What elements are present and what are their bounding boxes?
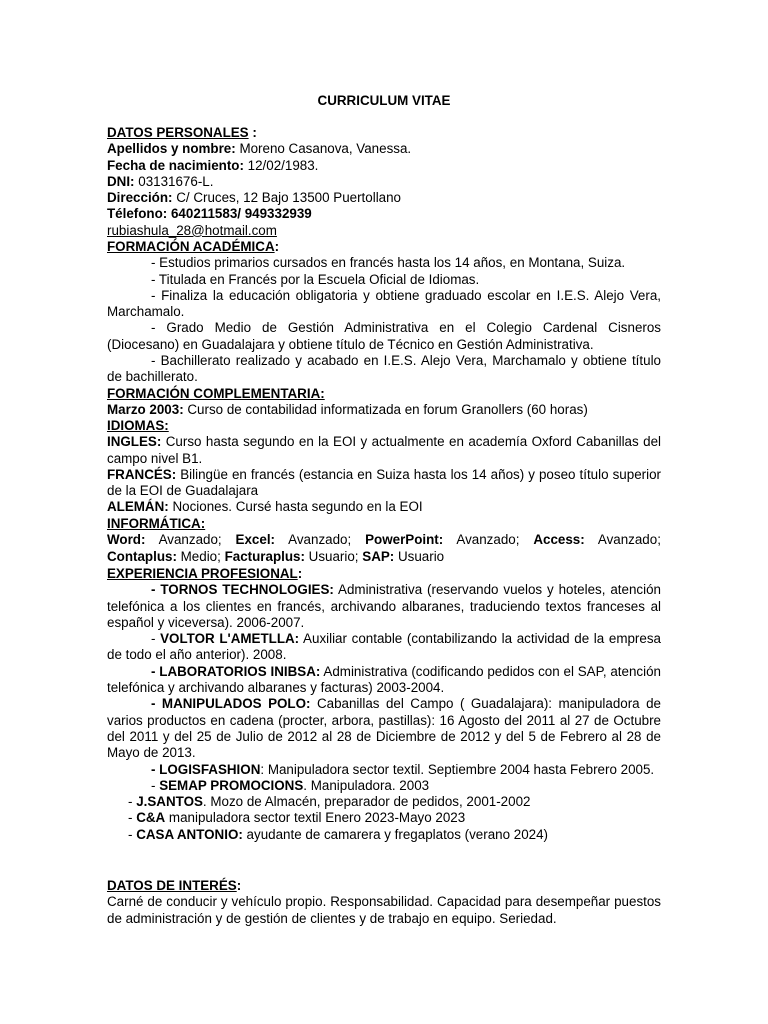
education-item: - Estudios primarios cursados en francés hasta los 14 años, en Montana, Suiza. — [151, 255, 626, 271]
interest-section — [107, 878, 661, 927]
languages-section — [107, 418, 661, 516]
education-item: - Titulada en Francés por la Escuela Oficial de Idiomas. — [151, 271, 480, 287]
job-logisfashion: - LOGISFASHION: Manipuladora sector textil. Septiembre 2004 hasta Febrero 2005. — [151, 761, 655, 777]
personal-data-section — [107, 125, 661, 239]
interest-heading: DATOS DE INTERÉS: — [107, 878, 242, 893]
complementary-section — [107, 386, 661, 419]
name-row: Apellidos y nombre: Moreno Casanova, Vanessa. — [107, 141, 412, 157]
computing-heading: INFORMÁTICA: — [107, 516, 206, 531]
address-row: Dirección: C/ Cruces, 12 Bajo 13500 Puertollano — [107, 190, 402, 206]
job-jsantos: - J.SANTOS. Mozo de Almacén, preparador de pedidos, 2001-2002 — [128, 794, 531, 810]
education-item: - Grado Medio de Gestión Administrativa en el Colegio Cardenal Cisneros (Diocesano) en Guadalajara y obtiene título de Técnico en Gestión Administrativa. — [107, 320, 661, 352]
language-french: FRANCÉS: Bilingüe en francés (estancia en Suiza hasta los 14 años) y poseo título superior de la EOI de Guadalajara — [107, 466, 661, 499]
email-row — [107, 223, 661, 239]
experience-heading: EXPERIENCIA PROFESIONAL: — [107, 566, 303, 581]
job-inibsa: - LABORATORIOS INIBSA: Administrativa (codificando pedidos con el SAP, atención telefónica y archivando albaranes y facturas) 2003-2004. — [107, 663, 661, 696]
job-ca: - C&A manipuladora sector textil Enero 2023-Mayo 2023 — [128, 810, 466, 826]
job-semap: - SEMAP PROMOCIONS. Manipuladora. 2003 — [151, 777, 430, 793]
computing-section — [107, 516, 661, 565]
document-title: CURRICULUM VITAE — [317, 93, 451, 108]
interest-text: Carné de conducir y vehículo propio. Responsabilidad. Capacidad para desempeñar puestos de administración y de gestión de clientes y de trabajo en equipo. Seriedad. — [107, 894, 661, 926]
language-english: INGLES: Curso hasta segundo en la EOI y actualmente en academía Oxford Cabanillas del campo nivel B1. — [107, 434, 661, 466]
job-tornos: - TORNOS TECHNOLOGIES: Administrativa (reservando vuelos y hoteles, atención telefónica a los clientes en francés, archivando albaranes, traduciendo textos franceses al español y viceversa). 2006-2007. — [107, 582, 661, 630]
education-heading: FORMACIÓN ACADÉMICA: — [107, 239, 280, 254]
education-item: - Finaliza la educación obligatoria y obtiene graduado escolar en I.E.S. Alejo Vera, Marchamalo. — [107, 287, 661, 320]
complementary-item: Marzo 2003: Curso de contabilidad informatizada en forum Granollers (60 horas) — [107, 402, 588, 418]
birth-date-row: Fecha de nacimiento: 12/02/1983. — [107, 157, 319, 173]
phone-row: Télefono: 640211583/ 949332939 — [107, 206, 312, 222]
job-polo: - MANIPULADOS POLO: Cabanillas del Campo ( Guadalajara): manipuladora de varios productos en cadena (procter, arbora, pastillas): 16 Agosto del 2011 al 27 de Octubre del 2011 y del 25 de Julio de 2012 al 28 de Diciembre de 2012 y del 5 de Febrero al 28 de Mayo de 2013. — [107, 696, 661, 761]
personal-data-heading: DATOS PERSONALES : — [107, 125, 257, 140]
job-voltor: - VOLTOR L'AMETLLA: Auxiliar contable (contabilizando la actividad de la empresa de todo el año anterior). 2008. — [107, 631, 661, 663]
job-casa-antonio: - CASA ANTONIO: ayudante de camarera y fregaplatos (verano 2024) — [128, 826, 549, 842]
email-link[interactable]: rubiashula_28@hotmail.com — [107, 222, 277, 238]
experience-section — [107, 566, 661, 843]
computing-skills: Word: Avanzado; Excel: Avanzado; PowerPoint: Avanzado; Access: Avanzado; Contaplus: Medio; Facturaplus: Usuario; SAP: Usuario — [107, 532, 661, 564]
education-item: - Bachillerato realizado y acabado en I.E.S. Alejo Vera, Marchamalo y obtiene título de bachillerato. — [107, 353, 661, 385]
dni-row: DNI: 03131676-L. — [107, 173, 214, 189]
complementary-heading: FORMACIÓN COMPLEMENTARIA: — [107, 386, 325, 401]
languages-heading: IDIOMAS: — [107, 418, 169, 433]
education-section — [107, 239, 661, 386]
language-german: ALEMÁN: Nociones. Cursé hasta segundo en la EOI — [107, 499, 423, 515]
